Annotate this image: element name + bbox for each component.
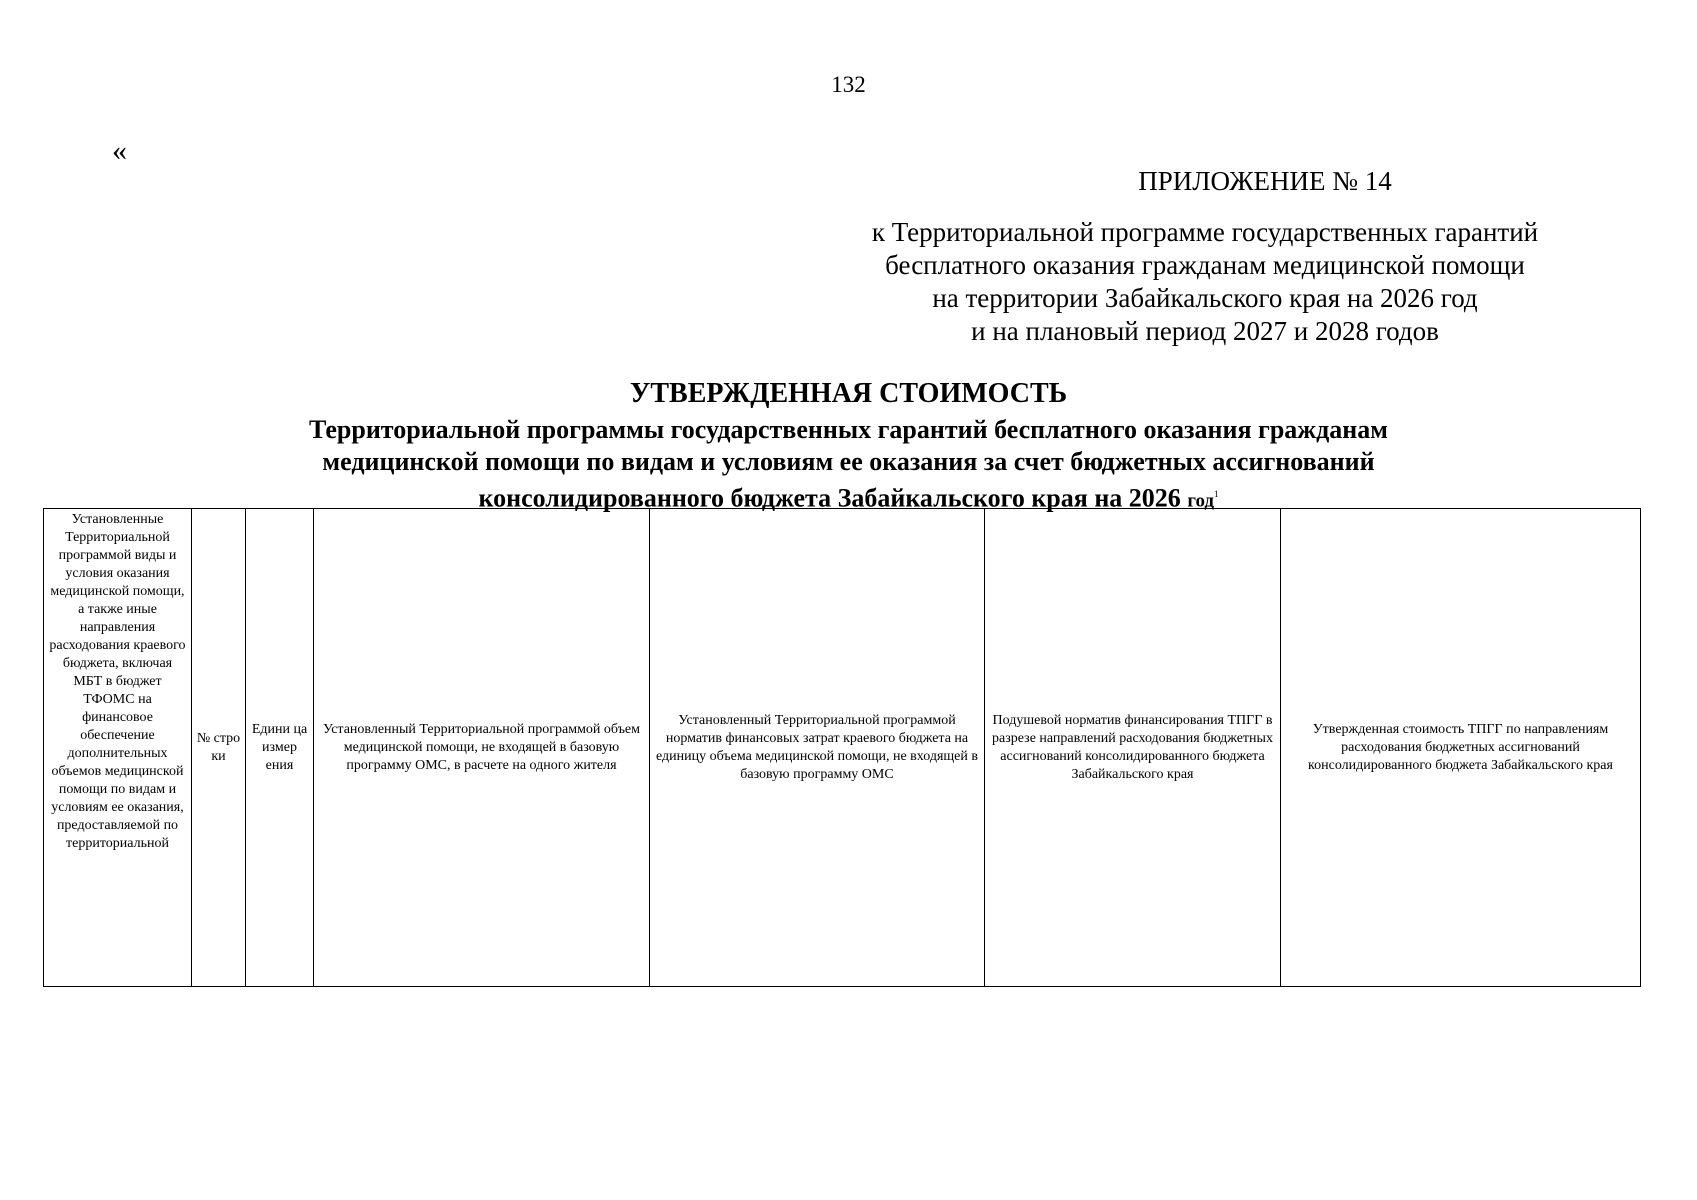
column-header-volume	[314, 509, 650, 987]
table-header-row	[44, 509, 1641, 987]
opening-quote-mark: «	[112, 134, 127, 167]
subtitle-line: Территориальной программы государственных гарантий бесплатного оказания гражданам	[309, 415, 1388, 444]
column-header-approved-cost	[1281, 509, 1641, 987]
subtitle-line-text: консолидированного бюджета Забайкальского края на 2026	[478, 483, 1181, 513]
column-header-label: Установленные Территориальной программой виды и условия оказания медицинской помощи, а также иные направления расходования краевого бюджета, включая МБТ в бюджет ТФОМС на финансовое обеспечение дополнительных объемов медицинской помощи по видам и условиям ее оказания, предоставляемой по территориальной	[49, 512, 186, 851]
cost-table	[43, 508, 1641, 987]
column-header-label: № стро ки	[196, 730, 241, 764]
appendix-line: на территории Забайкальского края на 2026 год	[932, 283, 1478, 313]
page-number: 132	[831, 72, 866, 97]
subtitle-line: медицинской помощи по видам и условиям ее оказания за счет бюджетных ассигнований	[322, 447, 1375, 476]
column-header-per-capita-norm	[985, 509, 1281, 987]
document-subtitle	[0, 414, 1697, 518]
appendix-line: и на плановый период 2027 и 2028 годов	[971, 316, 1439, 346]
column-header-label: Установленный Территориальной программой норматив финансовых затрат краевого бюджета на единицу объема медицинской помощи, не входящей в базовую программу ОМС	[656, 712, 978, 782]
footnote-mark: 1	[1214, 489, 1219, 499]
subtitle-year-word: год	[1187, 490, 1215, 512]
appendix-line: бесплатного оказания гражданам медицинской помощи	[885, 250, 1525, 280]
column-header-label: Едини ца измер ения	[251, 721, 308, 773]
appendix-line: к Территориальной программе государственных гарантий	[871, 217, 1539, 247]
column-header-cost-norm	[650, 509, 985, 987]
column-header-label: Установленный Территориальной программой объем медицинской помощи, не входящей в базовую программу ОМС, в расчете на одного жителя	[322, 721, 641, 773]
column-header-row-number	[192, 509, 246, 987]
document-title: УТВЕРЖДЕННАЯ СТОИМОСТЬ	[629, 378, 1068, 409]
column-header-label: Подушевой норматив финансирования ТПГГ в разрезе направлений расходования бюджетных ассигнований консолидированного бюджета Забайкальского края	[992, 712, 1273, 782]
column-header-care-type	[44, 509, 192, 987]
appendix-reference	[840, 216, 1570, 348]
column-header-unit	[246, 509, 314, 987]
appendix-title: ПРИЛОЖЕНИЕ № 14	[1138, 166, 1392, 196]
column-header-label: Утвержденная стоимость ТПГГ по направлениям расходования бюджетных ассигнований консолидированного бюджета Забайкальского края	[1308, 721, 1613, 773]
